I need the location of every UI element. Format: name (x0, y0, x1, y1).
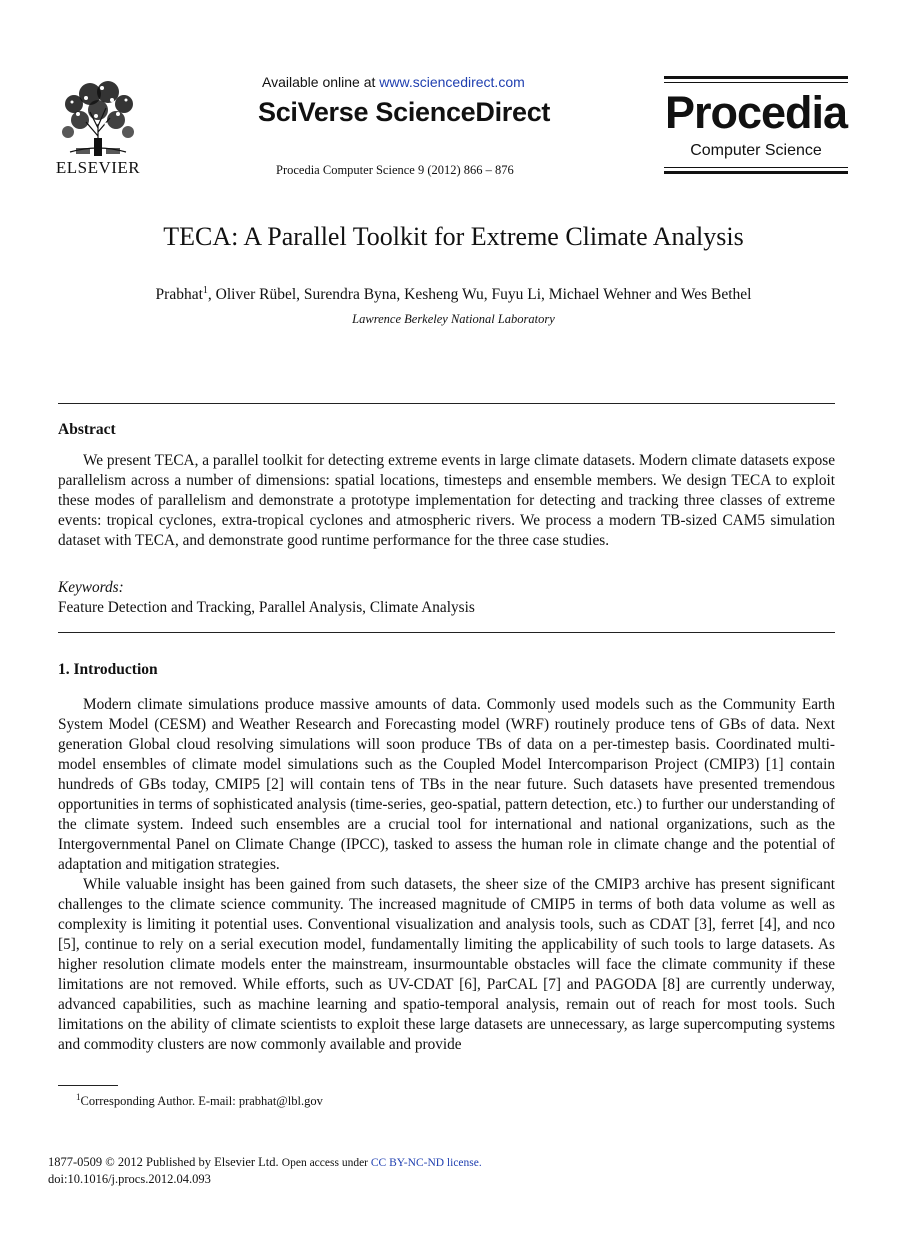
platform-name: SciVerse ScienceDirect (258, 97, 551, 127)
sciencedirect-link[interactable]: www.sciencedirect.com (379, 74, 525, 90)
footnote (76, 1092, 323, 1109)
logo-rule-top (664, 76, 848, 79)
affiliation: Lawrence Berkeley National Laboratory (352, 312, 555, 326)
doi[interactable]: doi:10.1016/j.procs.2012.04.093 (48, 1172, 211, 1186)
keywords: Feature Detection and Tracking, Parallel Analysis, Climate Analysis (58, 599, 475, 616)
first-author: Prabhat (155, 286, 203, 304)
elsevier-wordmark: ELSEVIER (55, 158, 141, 177)
paper-title: TECA: A Parallel Toolkit for Extreme Climate Analysis (163, 222, 744, 251)
license-link[interactable]: CC BY-NC-ND license. (370, 1157, 482, 1169)
available-online (262, 74, 525, 90)
intro-paragraph-2: While valuable insight has been gained from such datasets, the sheer size of the CMIP3 archive has present significant challenges to the climate science community. The increased magnitude of CMIP5 in terms of both data volume as well as complexity is limiting it potential uses. Conventional visualization and analysis tools, such as CDAT [3], ferret [4], and nco [5], continue to rely on a serial execution model, fundamentally limiting the applicability of such tools to large datasets. As higher resolution climate models enter the mainstream, insurmountable obstacles will face the climate community if these limitations are not removed. While efforts, such as UV-CDAT [6], ParCAL [7] and PAGODA [8] are currently underway, advanced capabilities, such as machine learning and spatio-temporal analysis, remain out of reach for most tools. Such limitations on the ability of climate scientists to exploit these large datasets are unnecessary, as large supercomputing systems and commodity clusters are now commonly available and provide (58, 876, 835, 1053)
section-heading-introduction: 1. Introduction (58, 661, 158, 678)
abstract-text: We present TECA, a parallel toolkit for detecting extreme events in large climate datasets. Modern climate datasets expose parallelism across a number of dimensions: spatial locations, timesteps and ensemble members. We design TECA to exploit these modes of parallelism and demonstrate a prototype implementation for detecting and tracking three classes of extreme events: tropical cyclones, extra-tropical cyclones and atmospheric rivers. We process a modern TB-sized CAM5 simulation dataset with TECA, and demonstrate good runtime performance for the three case studies. (58, 452, 835, 549)
author-list (0, 285, 907, 304)
procedia-subtitle: Computer Science (690, 142, 822, 159)
available-prefix: Available online at (262, 74, 380, 90)
footnote-rule (58, 1085, 118, 1086)
copyright-line (48, 1155, 482, 1170)
open-access-text: Open access under (281, 1157, 371, 1169)
footnote-mark: 1 (76, 1092, 81, 1102)
footnote-text: Corresponding Author. E-mail: prabhat@lbl.gov (80, 1094, 323, 1109)
keywords-label: Keywords: (58, 579, 124, 596)
intro-paragraph-1: Modern climate simulations produce massive amounts of data. Commonly used models such as the Community Earth System Model (CESM) and Weather Research and Forecasting model (WRF) routinely produce tens of GBs of data. Next generation Global cloud resolving simulations will soon produce TBs of data on a per-timestep basis. Coordinated multi-model ensembles of climate model simulations such as the Coupled Model Intercomparison Project (CMIP3) [1] contain hundreds of GBs today, CMIP5 [2] will contain tens of TBs in the near future. Such datasets have presented tremendous opportunities in terms of sophisticated analysis (time-series, geo-spatial, pattern detection, etc.) to further our understanding of the climate system. Indeed such ensembles are a crucial tool for international and national organizations, such as the Intergovernmental Panel on Climate Change (IPCC), tasked to assess the human role in climate change and the potential of adaptation and mitigation strategies. (58, 696, 835, 873)
logo-rule-top-thin (664, 82, 848, 83)
abstract-rule-top (58, 403, 835, 404)
abstract-heading: Abstract (58, 421, 116, 438)
logo-rule-bottom-thin (664, 167, 848, 168)
journal-reference: Procedia Computer Science 9 (2012) 866 – 876 (276, 163, 514, 177)
other-authors: , Oliver Rübel, Surendra Byna, Kesheng Wu, Fuyu Li, Michael Wehner and Wes Bethel (207, 286, 752, 304)
procedia-logo (664, 76, 848, 176)
issn-text: 1877-0509 © 2012 Published by Elsevier Ltd. (48, 1155, 282, 1169)
author-footnote-mark[interactable]: 1 (202, 285, 208, 296)
abstract-rule-bottom (58, 632, 835, 633)
logo-rule-bottom (664, 171, 848, 174)
procedia-title: Procedia (664, 87, 848, 138)
